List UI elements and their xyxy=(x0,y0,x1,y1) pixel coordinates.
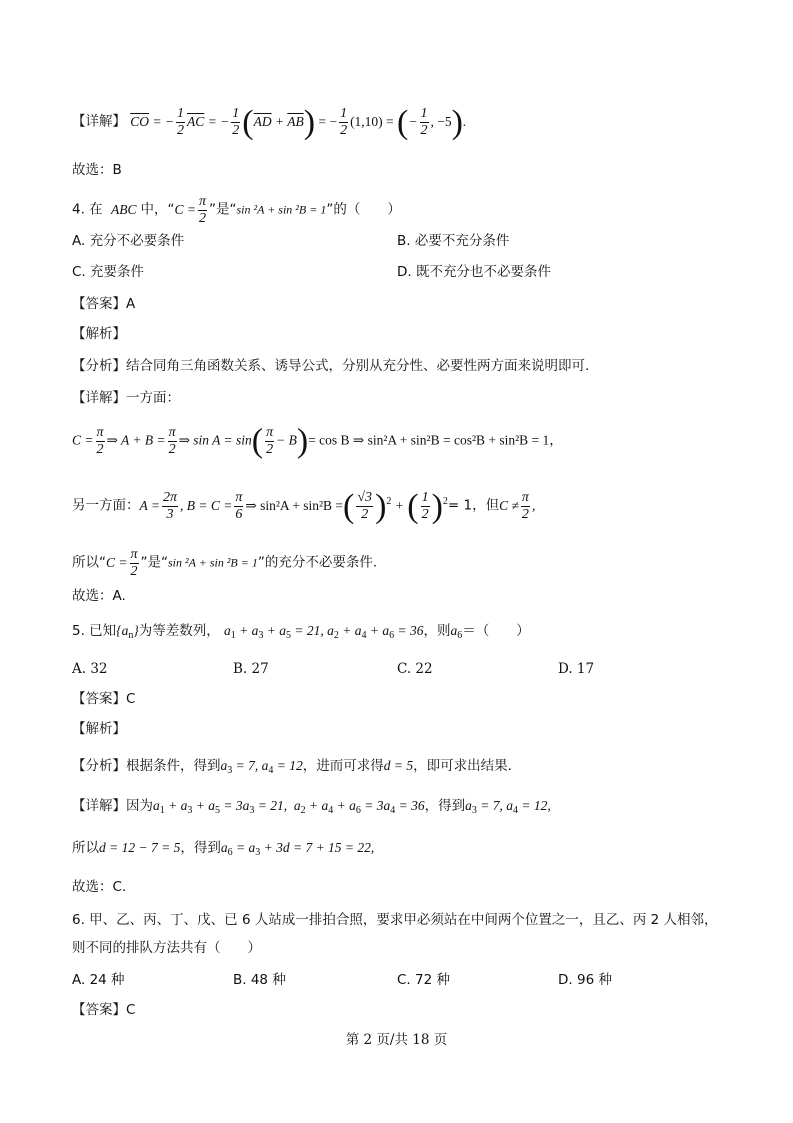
vector-expression: $\overline{CO}$ = − $\frac{1}{2}$ $\overline{AC}$ = − $\frac{1}{2}$ $(\overline{AD} + \overline{AB})$ = − $\frac{1}{2}$ (1,10) = (− $\frac{1}{2}$ , −5). xyxy=(130,103,467,141)
q4-option-d: D. 既不充分也不必要条件 xyxy=(397,264,551,280)
q6-option-d: D. 96 种 xyxy=(558,972,612,988)
q5-detail: 【详解】因为$a_1 + a_3 + a_5 = 3a_3 = 21$, $a_2 + a_4 + a_6 = 3a_4 = 36$，得到$a_3 = 7$, $a_4 = 12$, xyxy=(72,798,551,816)
q4-derivation-1: C = $\frac{\pi}{2}$ ⇒ A + B = $\frac{\pi}{2}$ ⇒ sin A = sin( $\frac{\pi}{2}$ − B)= cos B ⇒ sin²A + sin²B = cos²B + sin²B = 1， xyxy=(72,422,563,460)
q4-option-a: A. 充分不必要条件 xyxy=(72,233,185,249)
q4-conclusion: 所以“C = $\frac{\pi}{2}$ ”是“sin ²A + sin ²B = 1”的充分不必要条件. xyxy=(72,547,378,579)
detail-vector-line xyxy=(72,103,467,141)
q5-answer: 【答案】C xyxy=(72,691,136,707)
question-5: 5. 已知$\{a_n\}$为等差数列， $a_1 + a_3 + a_5 = 21$, $a_2 + a_4 + a_6 = 36$，则$a_6=$（ ） xyxy=(72,623,530,641)
q5-choice: 故选：C. xyxy=(72,879,127,895)
q5-analysis-tag: 【解析】 xyxy=(72,721,126,737)
q4-option-c: C. 充要条件 xyxy=(72,264,145,280)
question-4: 4. 在 ABC 中，“C = $\frac{\pi}{2}$ ”是“sin ²A + sin ²B = 1”的（ ） xyxy=(72,194,401,226)
q4-fenxi: 【分析】结合同角三角函数关系、诱导公式，分别从充分性、必要性两方面来说明即可. xyxy=(72,358,590,374)
q5-fenxi: 【分析】根据条件，得到$a_3 = 7$, $a_4 = 12$，进而可求得d = 5，即可求出结果. xyxy=(72,758,512,776)
question-6-line-1: 6. 甲、乙、丙、丁、戊、已 6 人站成一排拍合照，要求甲必须站在中间两个位置之一，且乙、丙 2 人相邻， xyxy=(72,912,718,928)
q5-option-d: D. 17 xyxy=(558,661,595,677)
page-footer: 第 2 页/共 18 页 xyxy=(345,1032,448,1048)
q6-option-c: C. 72 种 xyxy=(397,972,450,988)
choice-line-b: 故选：B xyxy=(72,162,122,178)
q6-option-b: B. 48 种 xyxy=(233,972,286,988)
question-6-line-2: 则不同的排队方法共有（ ） xyxy=(72,940,261,956)
q5-conclusion: 所以d = 12 − 7 = 5，得到$a_6 = a_3 + 3d = 7 + 15 = 22$, xyxy=(72,840,375,858)
q4-answer: 【答案】A xyxy=(72,296,136,312)
q4-choice: 故选：A. xyxy=(72,588,126,604)
q4-detail: 【详解】一方面： xyxy=(72,390,180,406)
q5-option-b: B. 27 xyxy=(233,661,269,677)
q4-analysis-tag: 【解析】 xyxy=(72,326,126,342)
q6-option-a: A. 24 种 xyxy=(72,972,125,988)
q4-option-b: B. 必要不充分条件 xyxy=(397,233,510,249)
q5-option-c: C. 22 xyxy=(397,661,433,677)
q4-derivation-2: 另一方面：A = $\frac{2\pi}{3}$ , B = C = $\frac{\pi}{6}$ ⇒ sin²A + sin²B =( $\frac{√3}{2}$ )$^2$ + ( $\frac{1}{2}$ )$^2$= 1，但C ≠ $\frac{\pi}{2}$ , xyxy=(72,487,536,525)
q5-option-a: A. 32 xyxy=(72,661,108,677)
detail-tag: 【详解】 xyxy=(72,113,126,130)
q6-answer: 【答案】C xyxy=(72,1002,136,1018)
